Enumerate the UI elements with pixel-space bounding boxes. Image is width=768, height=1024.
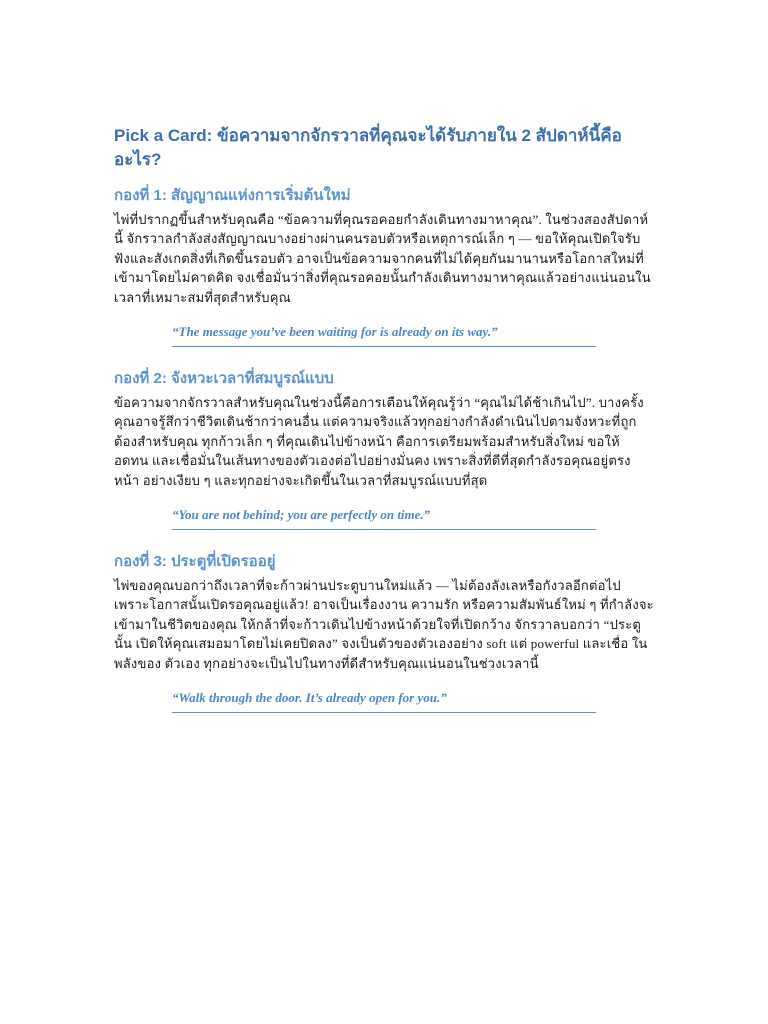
section-2-quote-block bbox=[172, 506, 596, 530]
section-3-body: ไพ่ของคุณบอกว่าถึงเวลาที่จะก้าวผ่านประตูบานใหม่แล้ว — ไม่ต้องลังเลหรือกังวลอีกต่อไปเพราะโอกาสนั้นเปิดรอคุณอยู่แล้ว! อาจเป็นเรื่องงาน ความรัก หรือความสัมพันธ์ใหม่ ๆ ที่กำลังจะเข้ามาในชีวิตของคุณ ให้กล้าที่จะก้าวเดินไปข้างหน้าด้วยใจที่เปิดกว้าง จักรวาลบอกว่า “ประตูนั้น เปิดให้คุณเสมอมาโดยไม่เคยปิดลง” จงเป็นตัวของตัวเองอย่าง soft แต่ powerful และเชื่อ ในพลังของ ตัวเอง ทุกอย่างจะเป็นไปในทางที่ดีสำหรับคุณแน่นอนในช่วงเวลานี้ bbox=[114, 578, 654, 671]
section-3-quote-block bbox=[172, 689, 596, 713]
section-2 bbox=[114, 369, 654, 530]
document-page bbox=[114, 124, 654, 735]
section-3-heading: กองที่ 3: ประตูที่เปิดรออยู่ bbox=[114, 553, 276, 571]
section-3 bbox=[114, 552, 654, 713]
section-3-quote: “Walk through the door. It’s already open for you.” bbox=[172, 690, 447, 706]
document-title: Pick a Card: ข้อความจากจักรวาลที่คุณจะได้รับภายใน 2 สัปดาห์นี้คืออะไร? bbox=[114, 126, 622, 169]
section-1 bbox=[114, 186, 654, 347]
section-2-heading: กองที่ 2: จังหวะเวลาที่สมบูรณ์แบบ bbox=[114, 370, 334, 388]
section-2-quote: “You are not behind; you are perfectly on time.” bbox=[172, 507, 431, 523]
section-1-quote-block bbox=[172, 323, 596, 347]
section-1-body: ไพ่ที่ปรากฏขึ้นสำหรับคุณคือ “ข้อความที่คุณรอคอยกำลังเดินทางมาหาคุณ”. ในช่วงสองสัปดาห์นี้ จักรวาลกำลังส่งสัญญาณบางอย่างผ่านคนรอบตัวหรือเหตุการณ์เล็ก ๆ — ขอให้คุณเปิดใจรับฟังและสังเกตสิ่งที่เกิดขึ้นรอบตัว อาจเป็นข้อความจากคนที่ไม่ได้คุยกันมานานหรือโอกาสใหม่ที่เข้ามาโดยไม่คาดคิด จงเชื่อมั่นว่าสิ่งที่คุณรอคอยนั้นกำลังเดินทางมาหาคุณแล้วอย่างแน่นอนในเวลาที่เหมาะสมที่สุดสำหรับคุณ bbox=[114, 212, 651, 305]
section-2-body: ข้อความจากจักรวาลสำหรับคุณในช่วงนี้คือการเตือนให้คุณรู้ว่า “คุณไม่ได้ช้าเกินไป”. บางครั้งคุณอาจรู้สึกว่าชีวิตเดินช้ากว่าคนอื่น แต่ความจริงแล้วทุกอย่างกำลังดำเนินไปตามจังหวะที่ถูกต้องสำหรับคุณ ทุกก้าวเล็ก ๆ ที่คุณเดินไปข้างหน้า คือการเตรียมพร้อมสำหรับสิ่งใหม่ ขอให้อดทน และเชื่อมั่นในเส้นทางของตัวเองต่อไปอย่างมั่นคง เพราะสิ่งที่ดีที่สุดกำลังรอคุณอยู่ตรงหน้า อย่างเงียบ ๆ และทุกอย่างจะเกิดขึ้นในเวลาที่สมบูรณ์แบบที่สุด bbox=[114, 395, 644, 488]
section-1-heading: กองที่ 1: สัญญาณแห่งการเริ่มต้นใหม่ bbox=[114, 187, 351, 204]
section-1-quote: “The message you’ve been waiting for is already on its way.” bbox=[172, 324, 498, 340]
